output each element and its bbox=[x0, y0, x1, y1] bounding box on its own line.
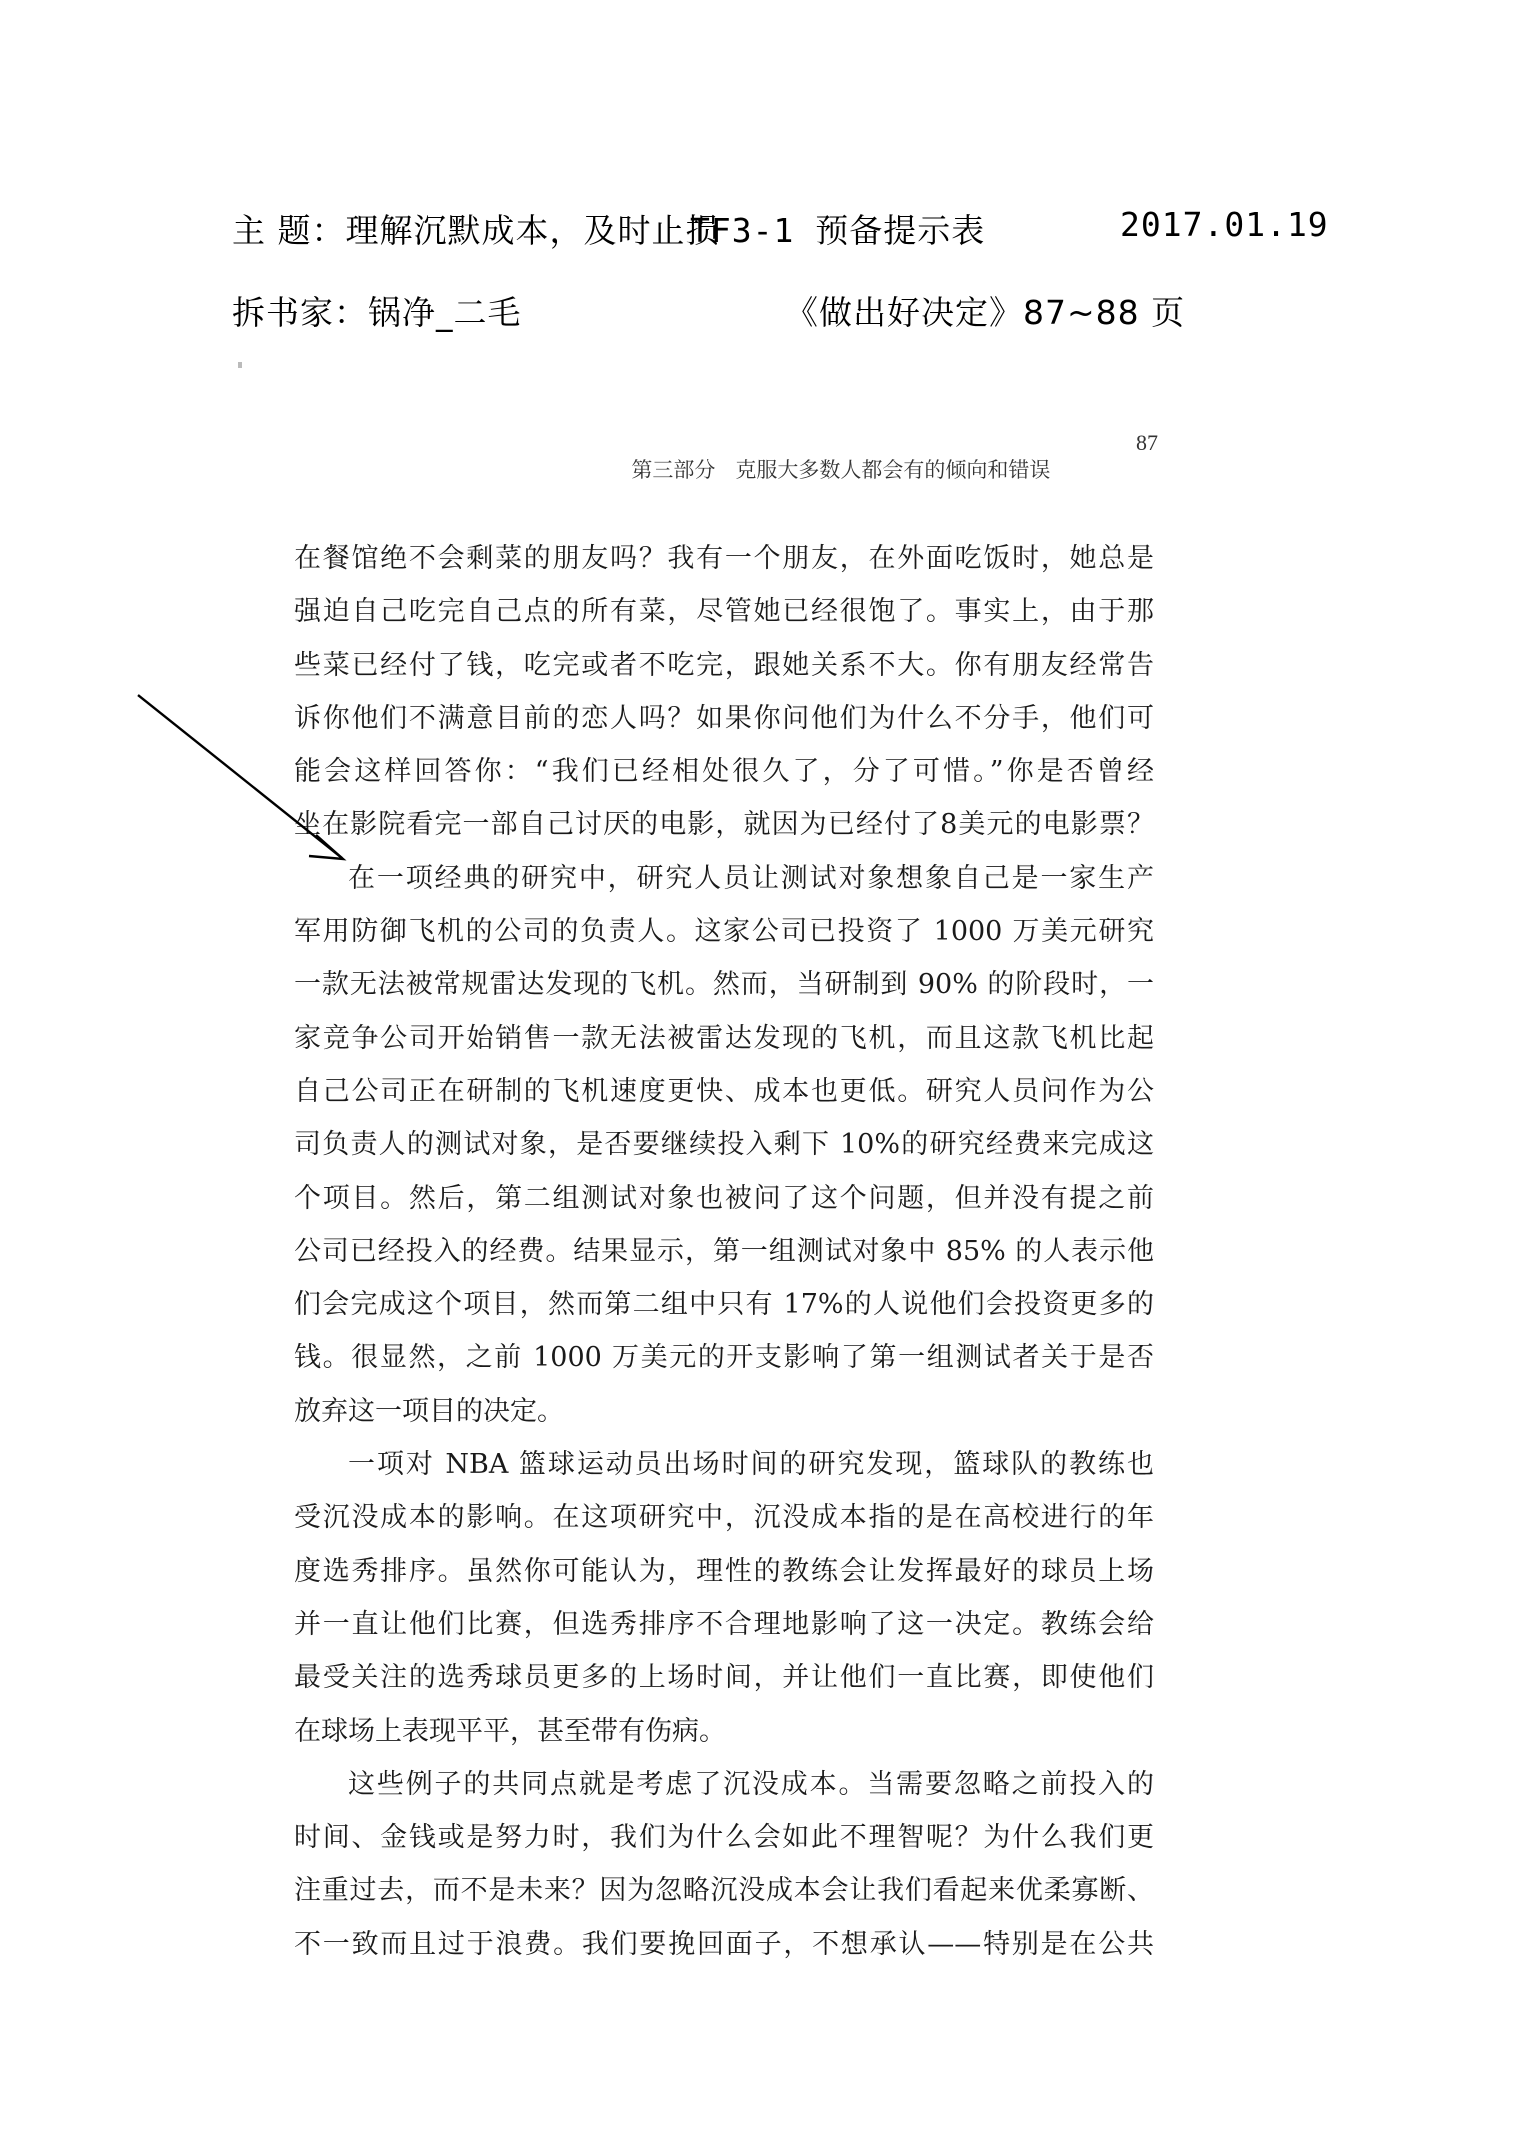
text-line: 诉你他们不满意目前的恋人吗？如果你问他们为什么不分手，他们可 bbox=[294, 702, 1154, 734]
text-line: 一项对 NBA 篮球运动员出场时间的研究发现，篮球队的教练也 bbox=[348, 1449, 1154, 1481]
topic-title: 理解沉默成本，及时止损 bbox=[345, 211, 720, 250]
text-line: 放弃这一项目的决定。 bbox=[294, 1395, 564, 1427]
text-line: 些菜已经付了钱，吃完或者不吃完，跟她关系不大。你有朋友经常告 bbox=[294, 649, 1154, 681]
book-reference: 《做出好决定》87~88 页 bbox=[785, 293, 1186, 332]
text-line: 注重过去，而不是未来？因为忽略沉没成本会让我们看起来优柔寡断、 bbox=[294, 1875, 1154, 1907]
text-line: 能会这样回答你：“我们已经相处很久了，分了可惜。”你是否曾经 bbox=[294, 756, 1154, 788]
text-line: 司负责人的测试对象，是否要继续投入剩下 10%的研究经费来完成这 bbox=[294, 1129, 1154, 1161]
page-number: 87 bbox=[1136, 430, 1158, 455]
text-line: 最受关注的选秀球员更多的上场时间，并让他们一直比赛，即使他们 bbox=[294, 1662, 1154, 1694]
text-line: 时间、金钱或是努力时，我们为什么会如此不理智呢？为什么我们更 bbox=[294, 1822, 1154, 1854]
text-line: 家竞争公司开始销售一款无法被雷达发现的飞机，而且这款飞机比起 bbox=[294, 1022, 1154, 1054]
text-line: 们会完成这个项目，然而第二组中只有 17%的人说他们会投资更多的 bbox=[294, 1289, 1154, 1321]
author-label: 拆书家： bbox=[232, 293, 368, 332]
topic-label: 主 题： bbox=[232, 211, 346, 250]
text-line: 在球场上表现平平，甚至带有伤病。 bbox=[294, 1715, 726, 1747]
text-line: 坐在影院看完一部自己讨厌的电影，就因为已经付了8美元的电影票？ bbox=[294, 809, 1154, 841]
running-header-title: 第三部分 克服大多数人都会有的倾向和错误 bbox=[631, 458, 1051, 482]
text-line: 强迫自己吃完自己点的所有菜，尽管她已经很饱了。事实上，由于那 bbox=[294, 596, 1154, 628]
text-line: 自己公司正在研制的飞机速度更快、成本也更低。研究人员问作为公 bbox=[294, 1075, 1154, 1107]
text-line: 这些例子的共同点就是考虑了沉没成本。当需要忽略之前投入的 bbox=[348, 1768, 1154, 1800]
text-line: 受沉没成本的影响。在这项研究中，沉没成本指的是在高校进行的年 bbox=[294, 1502, 1154, 1534]
text-line: 军用防御飞机的公司的负责人。这家公司已投资了 1000 万美元研究 bbox=[294, 916, 1154, 948]
text-line: 在一项经典的研究中，研究人员让测试对象想象自己是一家生产 bbox=[348, 862, 1154, 894]
text-line: 并一直让他们比赛，但选秀排序不合理地影响了这一决定。教练会给 bbox=[294, 1608, 1154, 1640]
form-code: TF3-1 预备提示表 bbox=[690, 211, 986, 250]
text-line: 公司已经投入的经费。结果显示，第一组测试对象中 85% 的人表示他 bbox=[294, 1235, 1154, 1267]
text-line: 在餐馆绝不会剩菜的朋友吗？我有一个朋友，在外面吃饭时，她总是 bbox=[294, 543, 1154, 574]
text-line: 个项目。然后，第二组测试对象也被问了这个问题，但并没有提之前 bbox=[294, 1182, 1154, 1214]
text-line: 不一致而且过于浪费。我们要挽回面子，不想承认——特别是在公共 bbox=[294, 1928, 1154, 1960]
text-line: 一款无法被常规雷达发现的飞机。然而，当研制到 90% 的阶段时，一 bbox=[294, 969, 1154, 1001]
text-line: 度选秀排序。虽然你可能认为，理性的教练会让发挥最好的球员上场 bbox=[294, 1555, 1154, 1587]
author-name: 锅净_二毛 bbox=[368, 293, 522, 332]
text-line: 钱。很显然，之前 1000 万美元的开支影响了第一组测试者关于是否 bbox=[294, 1342, 1154, 1374]
date: 2017.01.19 bbox=[1120, 205, 1329, 244]
